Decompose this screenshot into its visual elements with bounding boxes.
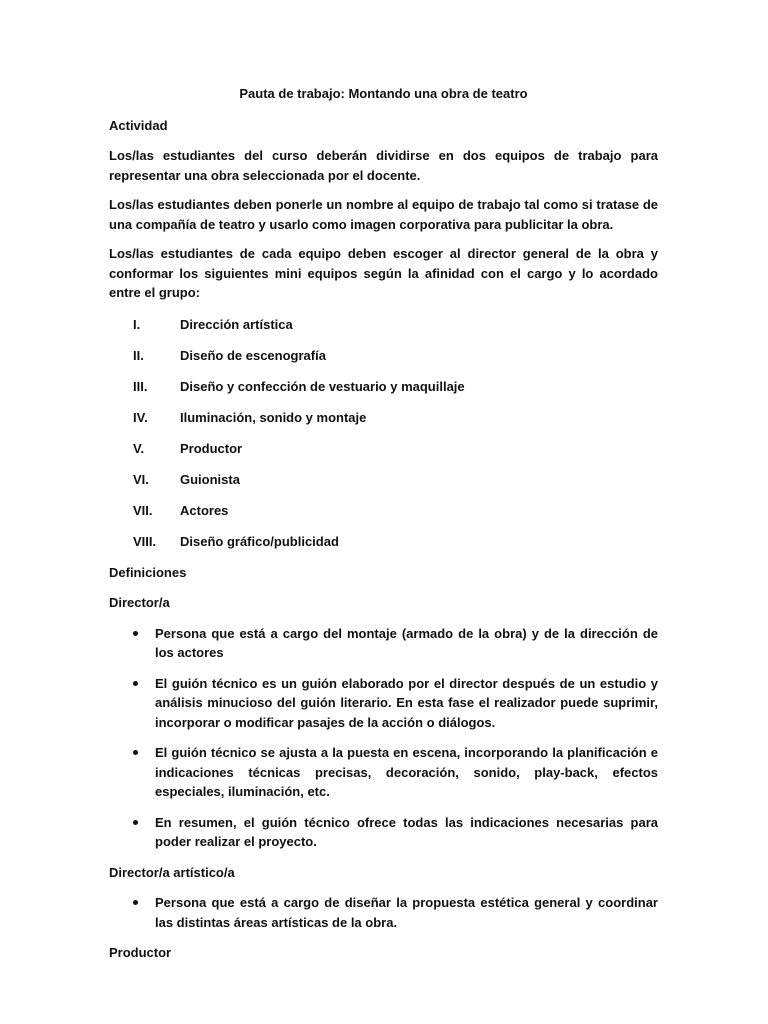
list-item-number: IV. [133,409,148,425]
list-item-number: V. [133,440,145,456]
list-item-label: Diseño y confección de vestuario y maquillaje [180,378,465,394]
list-item [109,377,658,397]
director-bullets [109,624,658,852]
list-item [109,893,658,932]
activity-heading: Actividad [109,117,168,133]
paragraph-mini-teams: Los/las estudiantes de cada equipo deben escoger al director general de la obra y conformar los siguientes mini equipos según la afinidad con el cargo y lo acordado entre el grupo: [109,246,658,300]
bullet-text: Persona que está a cargo de diseñar la propuesta estética general y coordinar las distintas áreas artísticas de la obra. [155,895,658,930]
bullet-text: El guión técnico es un guión elaborado por el director después de un estudio y análisis minucioso del guión literario. En esta fase el realizador puede suprimir, incorporar o modificar pasajes de la acción o diálogos. [155,675,658,730]
bullet-text: El guión técnico se ajusta a la puesta en escena, incorporando la planificación e indicaciones técnicas precisas, decoración, sonido, play-back, efectos especiales, iluminación, etc. [155,745,658,799]
paragraph-teams: Los/las estudiantes del curso deberán dividirse en dos equipos de trabajo para representar una obra seleccionada por el docente. [109,148,658,183]
list-item-label: Productor [180,440,243,456]
list-item [109,408,658,428]
bullet-icon [109,743,155,802]
list-item [109,501,658,521]
paragraph-company-name: Los/las estudiantes deben ponerle un nombre al equipo de trabajo tal como si tratase de una compañía de teatro y usarlo como imagen corporativa para publicitar la obra. [109,197,658,232]
list-item [109,439,658,459]
bullet-icon [109,674,155,733]
list-item-number: VI. [133,471,149,487]
list-item-number: III. [133,378,148,394]
producer-heading: Productor [109,945,172,960]
list-item [109,813,658,852]
mini-teams-list [109,315,658,552]
list-item-number: VIII. [133,533,157,549]
list-item-number: VII. [133,502,153,518]
art-director-heading: Director/a artístico/a [109,864,235,880]
art-director-bullets [109,893,658,932]
list-item-label: Actores [180,502,229,518]
bullet-text: En resumen, el guión técnico ofrece todas las indicaciones necesarias para poder realizar el proyecto. [155,814,658,849]
list-item [109,315,658,335]
document-title: Pauta de trabajo: Montando una obra de teatro [239,86,528,101]
list-item-label: Guionista [180,471,240,487]
director-heading: Director/a [109,595,170,610]
list-item [109,346,658,366]
list-item [109,674,658,733]
list-item [109,743,658,802]
bullet-icon [109,813,155,852]
list-item-label: Diseño gráfico/publicidad [180,533,339,549]
list-item-number: I. [133,316,141,332]
list-item [109,470,658,490]
bullet-icon [109,624,155,663]
bullet-text: Persona que está a cargo del montaje (armado de la obra) y de la dirección de los actores [155,625,658,660]
bullet-icon [109,893,155,932]
definitions-heading: Definiciones [109,564,187,580]
list-item [109,624,658,663]
document-body [109,84,658,974]
list-item-label: Iluminación, sonido y montaje [180,409,367,425]
list-item-number: II. [133,347,144,363]
list-item [109,532,658,552]
list-item-label: Dirección artística [180,316,293,332]
list-item-label: Diseño de escenografía [180,347,326,363]
